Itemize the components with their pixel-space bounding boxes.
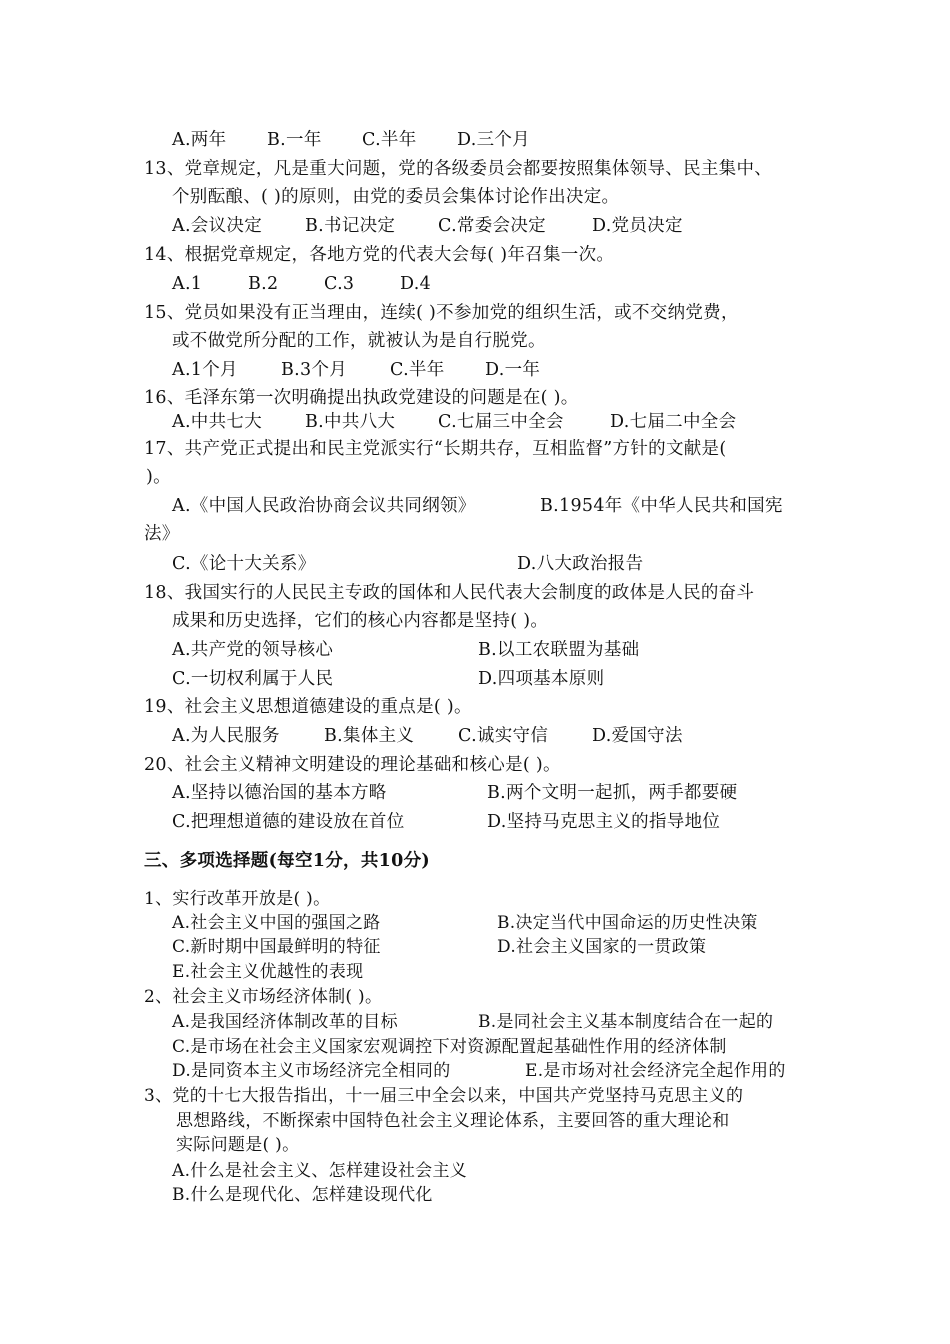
option-d: D.坚持马克思主义的指导地位 [487, 812, 721, 832]
question-15-stem: 15、党员如果没有正当理由，连续( )不参加党的组织生活，或不交纳党费， [144, 303, 739, 323]
option-b: B.3个月 [281, 360, 348, 380]
question-17-stem-cont: )。 [146, 467, 171, 487]
option-c: C.诚实守信 [458, 726, 549, 746]
question-20-stem: 20、社会主义精神文明建设的理论基础和核心是( )。 [144, 755, 561, 775]
option-d: D.一年 [485, 360, 541, 380]
question-m3-stem-cont: 实际问题是( )。 [176, 1135, 300, 1155]
question-14-stem: 14、根据党章规定，各地方党的代表大会每( )年召集一次。 [144, 245, 615, 265]
option-d: D.八大政治报告 [517, 554, 644, 574]
question-m1-stem: 1、实行改革开放是( )。 [144, 889, 331, 909]
option-d: D.爱国守法 [592, 726, 683, 746]
option-a: A.坚持以德治国的基本方略 [172, 783, 387, 803]
option-b: B.书记决定 [305, 216, 396, 236]
option-c: C.半年 [362, 130, 417, 150]
question-13-stem-cont: 个别酝酿、( )的原则，由党的委员会集体讨论作出决定。 [172, 187, 620, 207]
option-a: A.两年 [172, 130, 227, 150]
option-a: A.为人民服务 [172, 726, 280, 746]
option-c: C.3 [324, 274, 355, 294]
option-d: D.七届二中全会 [610, 412, 737, 432]
option-d: D.4 [400, 274, 432, 294]
question-15-stem-cont: 或不做党所分配的工作，就被认为是自行脱党。 [172, 331, 546, 351]
question-m3-stem-cont: 思想路线，不断探索中国特色社会主义理论体系，主要回答的重大理论和 [176, 1111, 730, 1131]
option-e: E.社会主义优越性的表现 [172, 962, 364, 982]
option-a: A.1个月 [172, 360, 238, 380]
option-d: D.社会主义国家的一贯政策 [497, 937, 707, 957]
question-18-stem: 18、我国实行的人民民主专政的国体和人民代表大会制度的政体是人民的奋斗 [144, 583, 755, 603]
question-16-stem: 16、毛泽东第一次明确提出执政党建设的问题是在( )。 [144, 388, 579, 408]
option-a: A.什么是社会主义、怎样建设社会主义 [172, 1161, 468, 1181]
option-b: B.中共八大 [305, 412, 396, 432]
option-c: C.常委会决定 [438, 216, 546, 236]
option-c: C.半年 [390, 360, 445, 380]
option-b: B.什么是现代化、怎样建设现代化 [172, 1185, 433, 1205]
option-c: C.把理想道德的建设放在首位 [172, 812, 405, 832]
option-c: C.七届三中全会 [438, 412, 564, 432]
question-17-stem: 17、共产党正式提出和民主党派实行“长期共存，互相监督”方针的文献是( [144, 439, 727, 459]
option-d: D.三个月 [457, 130, 530, 150]
option-b: B.以工农联盟为基础 [478, 640, 640, 660]
question-18-stem-cont: 成果和历史选择，它们的核心内容都是坚持( )。 [172, 611, 549, 631]
option-b: B.决定当代中国命运的历史性决策 [497, 913, 758, 933]
option-b: B.一年 [267, 130, 322, 150]
option-b: B.是同社会主义基本制度结合在一起的 [478, 1012, 774, 1032]
option-b: B.两个文明一起抓，两手都要硬 [487, 783, 738, 803]
question-m3-stem: 3、党的十七大报告指出，十一届三中全会以来，中国共产党坚持马克思主义的 [144, 1086, 744, 1106]
option-a: A.《中国人民政治协商会议共同纲领》 [172, 496, 476, 516]
option-a: A.共产党的领导核心 [172, 640, 334, 660]
option-c: C.新时期中国最鲜明的特征 [172, 937, 381, 957]
option-c: C.《论十大关系》 [172, 554, 316, 574]
section-heading: 三、多项选择题(每空1分，共10分) [144, 851, 430, 871]
option-a: A.社会主义中国的强国之路 [172, 913, 381, 933]
option-d: D.是同资本主义市场经济完全相同的 [172, 1061, 451, 1081]
option-e: E.是市场对社会经济完全起作用的 [525, 1061, 786, 1081]
option-d: D.四项基本原则 [478, 669, 605, 689]
option-b: B.2 [248, 274, 279, 294]
option-a: A.中共七大 [172, 412, 263, 432]
option-d: D.党员决定 [592, 216, 683, 236]
option-a: A.1 [172, 274, 203, 294]
option-b: B.1954年《中华人民共和国宪 [540, 496, 783, 516]
option-a: A.是我国经济体制改革的目标 [172, 1012, 398, 1032]
option-c: C.是市场在社会主义国家宏观调控下对资源配置起基础性作用的经济体制 [172, 1037, 727, 1057]
option-a: A.会议决定 [172, 216, 263, 236]
question-19-stem: 19、社会主义思想道德建设的重点是( )。 [144, 697, 472, 717]
option-b: B.集体主义 [324, 726, 415, 746]
question-13-stem: 13、党章规定，凡是重大问题，党的各级委员会都要按照集体领导、民主集中、 [144, 159, 773, 179]
option-b-cont: 法》 [144, 524, 180, 544]
option-c: C.一切权利属于人民 [172, 669, 334, 689]
question-m2-stem: 2、社会主义市场经济体制( )。 [144, 987, 383, 1007]
